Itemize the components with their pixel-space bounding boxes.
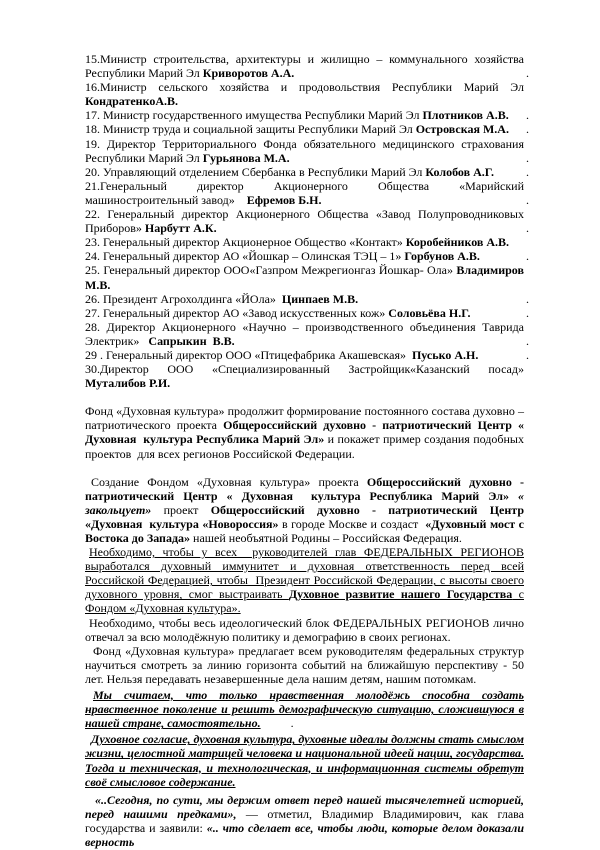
paragraph-federal-regions (85, 545, 524, 615)
list-item-17 (85, 108, 529, 123)
list-item-26 (85, 291, 529, 306)
text-segment: 26. Президент Агрохолдинга «ЙОла» (85, 291, 282, 306)
paragraph-ideological-block (85, 616, 524, 644)
text-segment: Пусько А.Н. (411, 347, 479, 362)
text-segment (509, 489, 518, 503)
text-segment: Необходимо, чтобы у всех руководителей глав ФЕДЕРАЛЬНЫХ РЕГИОНОВ выработался духовный иммунитет и духовная ответственность перед всей Российской Федерацией, чтобы Президент Российской Федерации, с высоты своего духовного уровня, смог выстраивать (85, 545, 524, 602)
text-segment: Гурьянова М.А. (202, 150, 290, 165)
list-item-27 (85, 305, 529, 320)
text-segment: Ефремов Б.Н. (246, 192, 322, 207)
text-segment: Необходимо, чтобы весь идеологический блок ФЕДЕРАЛЬНЫХ РЕГИОНОВ лично отвечал за всю молодёжную политику и демографию в своих регионах. (85, 615, 524, 644)
trailing-period: . (526, 347, 529, 362)
list-item-28 (85, 319, 529, 348)
list-item-24 (85, 249, 529, 264)
trailing-period: . (526, 66, 529, 81)
trailing-period: . (526, 164, 529, 179)
text-segment: Фонд «Духовная культура» продолжит формирование постоянного состава духовно – патриотического проекта (85, 404, 524, 433)
text-segment: 24. Генеральный директор АО «Йошкар – Олинская ТЭЦ – 1» (85, 249, 405, 264)
trailing-period: . (526, 221, 529, 236)
text-segment: Нарбутт А.К. (144, 221, 217, 236)
list-item-22 (85, 207, 529, 236)
text-segment: Колобов А.Г. (425, 164, 495, 179)
text-segment: 30.Директор ООО «Специализированный Застройщик«Казанский посад» (85, 362, 524, 377)
trailing-period: . (526, 150, 529, 165)
list-item-20 (85, 164, 529, 179)
trailing-period: . (526, 291, 529, 306)
text-segment: 20. Управляющий отделением Сбербанка в Республики Марий Эл (85, 164, 426, 179)
trailing-period: . (526, 305, 529, 320)
list-item-21 (85, 178, 529, 207)
text-segment: 18. Министр труда и социальной защиты Республики Марий Эл (85, 122, 416, 137)
trailing-period: . (526, 108, 529, 123)
text-segment: 27. Генеральный директор АО «Завод искусственных кож» (85, 305, 389, 320)
text-segment: Духовное развитие нашего Государства (288, 587, 513, 602)
text-segment: Владимиров М.В. (85, 263, 524, 292)
paragraph-spiritual-consent (85, 732, 524, 788)
text-segment: Плотников А.В. (422, 108, 509, 123)
paragraph-creation (85, 475, 524, 545)
text-segment: нашей необъятной Родины – Российская Федерация. (190, 531, 462, 545)
paragraph-president-quote (85, 793, 524, 849)
list-item-19 (85, 136, 529, 165)
text-segment: Цинпаев М.В. (281, 291, 359, 306)
text-segment: КондратенкоА.В. (85, 94, 179, 109)
text-segment: 17. Министр государственного имущества Республики Марий Эл (85, 108, 423, 123)
text-segment: с Фондом «Духовная культура». (85, 587, 524, 616)
list-item-18 (85, 122, 529, 137)
text-segment: Соловьёва Н.Г. (388, 305, 471, 320)
text-segment: Фонд «Духовная культура» предлагает всем руководителям федеральных структур научиться смотреть за линию горизонта событий на ближайшую перспективу - 50 лет. Нельзя передавать незавершенные дела нашим детям, нашим потомкам. (85, 643, 524, 686)
text-segment: 16.Министр сельского хозяйства и продовольствия Республики Марий Эл (85, 80, 524, 95)
text-segment: 23. Генеральный директор Акционерное Общество «Контакт» (85, 235, 406, 250)
text-segment: 28. Директор Акционерного «Научно – производственного объединения Таврида Электрик» (85, 319, 524, 348)
text-segment: Духовное согласие, духовная культура, духовные идеалы должны стать смыслом жизни, целостной матрицей человека и национальной идеей нации, государства. Тогда и техническая, и технологическая, и информационная системы обретут своё смысловое содержание. (85, 732, 524, 789)
list-item-29 (85, 347, 529, 362)
text-segment: 19. Директор Территориального Фонда обязательного медицинского страхования Республики Марий Эл (85, 136, 524, 165)
paragraph-fund-continues (85, 404, 524, 460)
list-item-15 (85, 52, 529, 81)
text-segment: в городе Москве и создаст (278, 516, 426, 531)
text-segment: Создание Фондом «Духовная культура» проекта (91, 474, 367, 489)
trailing-period: . (526, 249, 529, 264)
list-item-30 (85, 362, 524, 390)
text-segment: Островская М.А. (415, 122, 509, 137)
text-segment: и покажет пример создания подобных проектов для всех регионов Российской Федерации. (85, 432, 524, 461)
text-segment: Муталибов Р.И. (85, 376, 171, 391)
text-segment: Коробейников А.В. (405, 235, 510, 250)
text-segment: 22. Генеральный директор Акционерного Общества «Завод Полупроводниковых Приборов» (85, 207, 524, 236)
text-segment: Криворотов А.А. (202, 66, 295, 81)
text-segment: 15.Министр строительства, архитектуры и жилищно – коммунального хозяйства Республики Марий Эл (85, 52, 524, 81)
text-segment: 25. Генеральный директор ООО«Газпром Межрегионгаз Йошкар- Ола» (85, 263, 457, 278)
text-segment: Сапрыкин В.В. (148, 333, 235, 348)
text-segment: Общероссийский духовно - патриотический Центр «Духовная культура «Новороссия» (85, 502, 525, 531)
text-segment: «..Сегодня, по сути, мы держим ответ перед нашей тысячелетней историей, перед нашими предками», (85, 792, 524, 821)
trailing-period: . (526, 192, 529, 207)
text-segment: . (260, 716, 294, 731)
text-segment: Горбунов А.В. (404, 249, 480, 264)
paragraph-horizon-perspective (85, 644, 524, 686)
paragraph-moral-youth (85, 688, 524, 730)
list-item-23 (85, 235, 524, 249)
text-segment: Общероссийский духовно - патриотический Центр « Духовная культура Республика Марий Эл» (85, 418, 524, 447)
text-segment: «.. что сделает все, чтобы люди, которые делом доказали верность (85, 820, 525, 849)
trailing-period: . (526, 122, 529, 137)
text-segment: « закольцует» (85, 488, 525, 517)
text-segment: 21.Генеральный директор Акционерного Общества «Марийский машиностроительный завод» (85, 178, 524, 207)
text-segment: Общероссийский духовно - патриотический Центр « Духовная культура Республика Марий Эл» (85, 474, 525, 503)
text-segment: проект (151, 502, 211, 517)
trailing-period: . (526, 333, 529, 348)
list-item-16 (85, 80, 524, 108)
text-segment: «Духовный мост с Востока до Запада» (85, 516, 524, 545)
list-item-25 (85, 263, 524, 291)
text-segment: Мы считаем, что только нравственная молодёжь способна создать нравственное поколение и решить демографическую ситуацию, сложившуюся в нашей стране, самостоятельно. (85, 688, 524, 731)
text-segment: — отметил, Владимир Владимирович, как глава государства и заявили: (85, 806, 524, 835)
text-segment: 29 . Генеральный директор ООО «Птицефабрика Акашевская» (85, 347, 412, 362)
